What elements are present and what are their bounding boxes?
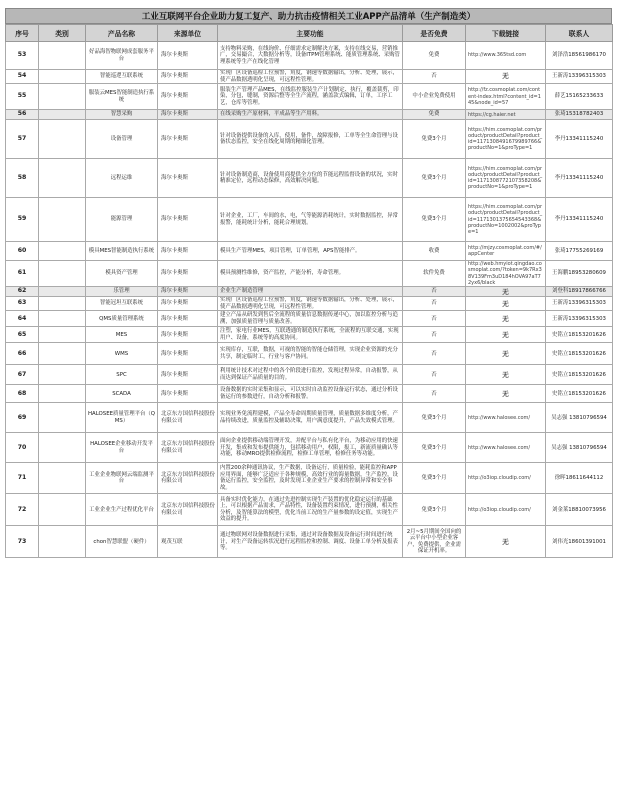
cell-no: 69 [6,403,39,433]
cell-source: 观茂互联 [158,526,218,558]
cell-source: 海尔卡奥斯 [158,159,218,198]
cell-product-name: 好品海智物联网成套服务平台 [86,42,158,70]
cell-no: 55 [6,84,39,110]
cell-source: 海尔卡奥斯 [158,297,218,311]
cell-function: 实现业务免流程建模，产品全寿命周期质量管理，质量数据多维度分析，产品持续改进，质量监控及辅助决策，用户满意度提升，产品失效模式管理。 [218,403,403,433]
cell-source: 海尔卡奥斯 [158,84,218,110]
cell-function: 注塑，家电行业MES，互联透通的制造执行系统，全流程的互联交通，实现用户、设备，系统等的高度协同。 [218,327,403,343]
cell-no: 68 [6,385,39,403]
table-row [6,327,613,343]
cell-free: 否 [403,311,466,327]
cell-category [39,311,86,327]
cell-free: 否 [403,70,466,84]
cell-free: 收费 [403,242,466,261]
cell-function: 利用统计技术对过程中的各个阶段进行监控，发现过程异常，自动报警，从而达到保证产品质量的目的。 [218,365,403,385]
cell-download-link[interactable]: http://www.halosee.com/ [466,403,546,433]
cell-category [39,403,86,433]
cell-no: 54 [6,70,39,84]
cell-function: 实现厂区设备巡检工位预警，角度，钢速等数据输出，分析、处理，展示，使产品数据透明化呈现，可远程性管理。 [218,297,403,311]
cell-function: 内置200余种通讯协议，生产数据，设备运行，质量检验，能耗监控和APP应用界面，能够广泛适应于各种规模，高效行业的海量数据，生产监控，设备运行监控，安全监控，及时发现工业企业生产要求的控制异常和安全事故。 [218,463,403,494]
table-row [6,463,613,494]
cell-free: 免费3个月 [403,403,466,433]
cell-contact: 刘泽浩18561986170 [546,42,613,70]
cell-category [39,327,86,343]
cell-free: 否 [403,365,466,385]
cell-free: 中小企业免费使用 [403,84,466,110]
cell-product-name: MES [86,327,158,343]
cell-download-link: 无 [466,311,546,327]
cell-download-link: 无 [466,287,546,297]
table-row [6,297,613,311]
cell-source: 北京东方国信科技股份有限公司 [158,403,218,433]
header-product-name: 产品名称 [86,25,158,42]
cell-no: 71 [6,463,39,494]
cell-source: 海尔卡奥斯 [158,365,218,385]
cell-product-name: 智能巡逻互联系统 [86,70,158,84]
cell-product-name: 工业企业生产过程优化平台 [86,494,158,526]
cell-source: 海尔卡奥斯 [158,120,218,159]
cell-source: 海尔卡奥斯 [158,42,218,70]
cell-source: 北京东方国信科技股份有限公司 [158,433,218,463]
cell-source: 海尔卡奥斯 [158,70,218,84]
cell-category [39,494,86,526]
cell-category [39,526,86,558]
cell-free: 软件免费 [403,261,466,287]
table-row [6,198,613,242]
cell-product-name: 设备管理 [86,120,158,159]
table-row [6,110,613,120]
cell-no: 60 [6,242,39,261]
cell-contact: 王新涛13396315303 [546,70,613,84]
table-row [6,494,613,526]
cell-function: 面向企业提供移动端管理开发，并配平台与私有化平台，为移动应用的快速开发，集成和发布提供能力，包括移动用户，权限，报工，新流质量确认等功能，移动MRO提供检修流程，检修工单管理，检修任务等功能。 [218,433,403,463]
cell-category [39,242,86,261]
cell-source: 海尔卡奥斯 [158,385,218,403]
cell-product-name: WMS [86,343,158,365]
table-row [6,261,613,287]
cell-download-link[interactable]: https://him.cosmoplat.com/product/productDetail?product_id=1171301375654543368&productNo=1002002&proType=1 [466,198,546,242]
cell-category [39,385,86,403]
cell-download-link[interactable]: http://www.halosee.com/ [466,433,546,463]
cell-download-link[interactable]: https://him.cosmoplat.com/product/productDetail?product_id=1171308772107358208&productNo=1&proType=1 [466,159,546,198]
cell-function: 具备实时优化能力，在通过先进控制实现生产装置的优化稳定运行的基础上，可以根据产品需求，产品特性，设备装置约束情况，进行预测，相关性分析，及智能算法的模型，优化当前工况的生产量参数的设定值，实现生产效益的提升。 [218,494,403,526]
cell-no: 58 [6,159,39,198]
cell-product-name: 智慧采购 [86,110,158,120]
cell-product-name: 工业企业物联网云端监测平台 [86,463,158,494]
table-row [6,526,613,558]
cell-function: 在线采购生产原材料，平成品等生产用料。 [218,110,403,120]
header-no: 序号 [6,25,39,42]
header-category: 类别 [39,25,86,42]
cell-free: 免费3个月 [403,463,466,494]
cell-contact: 史铭立18153201626 [546,365,613,385]
cell-download-link[interactable]: http://o3iop.cloudip.com/ [466,494,546,526]
cell-free: 免费3个月 [403,494,466,526]
header-source: 来源单位 [158,25,218,42]
cell-contact: 刘伟光18601391001 [546,526,613,558]
cell-contact: 王海鹏18953280609 [546,261,613,287]
cell-contact: 王新涛13396315303 [546,297,613,311]
cell-download-link: 无 [466,327,546,343]
cell-contact: 薛艺15165233633 [546,84,613,110]
cell-no: 66 [6,343,39,365]
table-header [6,25,613,42]
cell-function: 服装生产管理产品MES，在线监控服装生产计划制定、执行，覆盖裁剪，印染，分包，缝制，资源后整等全生产流程，涵盖款式编辑，订单，工序工艺，仓库等管理。 [218,84,403,110]
cell-no: 63 [6,297,39,311]
cell-contact: 史铭立18153201626 [546,343,613,365]
cell-category [39,343,86,365]
cell-product-name: HALOSEE企业移动开发平台 [86,433,158,463]
cell-no: 59 [6,198,39,242]
cell-category [39,463,86,494]
cell-function: 通过物联网对设备数据进行采集，通过对设备数据及设备运行时间进行统计，对生产设备运转状况进行远程监控和控制、调度、设备工单分析及报表等。 [218,526,403,558]
cell-contact: 吴志强 13810796594 [546,403,613,433]
cell-function: 支持物料采购，在线询价、仔细需求定制解决方案，支持在线交易，营销推广，交易撮合，大数据分析等，设备ITPM管理系统、能质管理系统、采购管理系统等生产在线化管理 [218,42,403,70]
cell-download-link[interactable]: http://www.365tsd.com [466,42,546,70]
cell-category [39,297,86,311]
cell-product-name: QMS质量管理系统 [86,311,158,327]
cell-free: 2月~5月期间全国向的云平台中小型企业客户，免费提供，企业需保证开机率。 [403,526,466,558]
table-row [6,84,613,110]
cell-download-link: 无 [466,343,546,365]
cell-source: 海尔卡奥斯 [158,242,218,261]
cell-source: 海尔卡奥斯 [158,110,218,120]
cell-function: 设备数据的实时采集和显示，可以实时自动监控设备运行状态，通过分析设备运行的参数进行，自动分析和报警。 [218,385,403,403]
cell-product-name: 远程运维 [86,159,158,198]
cell-free: 否 [403,327,466,343]
cell-source: 北京东方国信科技股份有限公司 [158,494,218,526]
cell-product-name: 服装云MES智能制造执行系统 [86,84,158,110]
cell-function: 建立产品从研发到售后全流程的质量信息数据传递中心，加以监控分析与追溯，加强质量管理与质量改善。 [218,311,403,327]
cell-no: 61 [6,261,39,287]
cell-function: 模具预测性维修，资产监控，产能分析，寿命管理。 [218,261,403,287]
cell-contact: 李丹13341115240 [546,198,613,242]
cell-download-link[interactable]: https://him.cosmoplat.com/product/productDetail?product_id=1171308491679989766&productNo=1&proType=1 [466,120,546,159]
cell-category [39,261,86,287]
cell-product-name: 模具MES智能制造执行系统 [86,242,158,261]
cell-contact: 李丹13341115240 [546,120,613,159]
cell-function: 针对设备制造商，设备使用商提供全方位的节能远程监督设备的状况，实时精准定位，远程动态保修，高效解决问题。 [218,159,403,198]
cell-product-name: 智能冠坦互联系统 [86,297,158,311]
table-row [6,70,613,84]
cell-category [39,365,86,385]
table-row [6,242,613,261]
cell-contact: 王新涛13396315303 [546,311,613,327]
cell-no: 64 [6,311,39,327]
table-row [6,433,613,463]
cell-category [39,433,86,463]
cell-category [39,120,86,159]
cell-contact: 张琦15318782403 [546,110,613,120]
cell-product-name: HALOSEE质量管理平台（QMS） [86,403,158,433]
cell-no: 65 [6,327,39,343]
cell-product-name: 能源管理 [86,198,158,242]
table-row [6,365,613,385]
cell-no: 67 [6,365,39,385]
cell-free: 免费3个月 [403,159,466,198]
table-row [6,403,613,433]
cell-contact: 刘登科18917866766 [546,287,613,297]
cell-category [39,287,86,297]
product-table [5,24,613,558]
cell-no: 73 [6,526,39,558]
cell-function: 实现厂区设备巡检工位预警，角度，钢速等数据输出，分析、处理，展示，使产品数据透明化呈现，可远程性管理。 [218,70,403,84]
cell-contact: 史铭立18153201626 [546,327,613,343]
cell-category [39,159,86,198]
cell-free: 免费3个月 [403,433,466,463]
header-function: 主要功能 [218,25,403,42]
cell-contact: 刘金莱18810073956 [546,494,613,526]
cell-free: 否 [403,297,466,311]
cell-product-name: chon智慧联盟（硬件） [86,526,158,558]
table-row [6,343,613,365]
cell-free: 免费 [403,42,466,70]
cell-no: 56 [6,110,39,120]
header-download: 下载链接 [466,25,546,42]
table-body [6,42,613,558]
cell-category [39,84,86,110]
cell-source: 海尔卡奥斯 [158,327,218,343]
table-row [6,385,613,403]
cell-contact: 吴志强 13810796594 [546,433,613,463]
cell-free: 免费3个月 [403,120,466,159]
cell-product-name: SPC [86,365,158,385]
cell-download-link[interactable]: http://fz.cosmoplat.com/content-index.html?content_id=145&node_id=57 [466,84,546,110]
cell-free: 免费3个月 [403,198,466,242]
cell-source: 海尔卡奥斯 [158,343,218,365]
cell-download-link: 无 [466,365,546,385]
table-row [6,42,613,70]
cell-product-name: 模具资产管理 [86,261,158,287]
cell-contact: 史铭立18153201626 [546,385,613,403]
cell-function: 企业生产制造管理 [218,287,403,297]
table-title: 工业互联网平台企业助力复工复产、助力抗击疫情相关工业APP产品清单（生产制造类） [5,8,612,24]
cell-no: 57 [6,120,39,159]
cell-download-link: 无 [466,526,546,558]
table-row [6,287,613,297]
cell-download-link: 无 [466,70,546,84]
cell-contact: 李丹13341115240 [546,159,613,198]
cell-category [39,110,86,120]
cell-category [39,42,86,70]
cell-no: 62 [6,287,39,297]
cell-free: 免费 [403,110,466,120]
cell-source: 海尔卡奥斯 [158,261,218,287]
cell-download-link: 无 [466,385,546,403]
cell-source: 北京东方国信科技股份有限公司 [158,463,218,494]
cell-source: 海尔卡奥斯 [158,198,218,242]
header-free: 是否免费 [403,25,466,42]
cell-download-link[interactable]: https://cg.haier.net [466,110,546,120]
cell-category [39,198,86,242]
table-row [6,120,613,159]
cell-category [39,70,86,84]
cell-no: 72 [6,494,39,526]
cell-download-link[interactable]: http://mjzy.cosmoplat.com/#/appCenter [466,242,546,261]
cell-download-link: 无 [466,297,546,311]
cell-function: 实现库存，互联，数据，可视的智能的智能仓储管理，实现企业资源的充分共享，制定临时工，行业与客户协同。 [218,343,403,365]
cell-no: 53 [6,42,39,70]
cell-function: 针对设备提供设备的入库，使用，备件，故障报修，工单等全生命管理与设备状态监控，安全在线化周期的精细化管理。 [218,120,403,159]
cell-free: 否 [403,343,466,365]
header-contact: 联系人 [546,25,613,42]
cell-free: 否 [403,385,466,403]
table-row [6,311,613,327]
cell-function: 模具生产管理MES，项目管理，订单管理，APS智能排产。 [218,242,403,261]
cell-product-name: 乐管理 [86,287,158,297]
cell-download-link[interactable]: http://o3iop.cloudip.com/ [466,463,546,494]
cell-function: 针对企业，工厂，车间的水，电，气等能源消耗统计，实时数据监控，异常报警，能耗统计分析，能耗合理规划。 [218,198,403,242]
cell-free: 否 [403,287,466,297]
cell-no: 70 [6,433,39,463]
cell-product-name: SCADA [86,385,158,403]
cell-source: 海尔卡奥斯 [158,287,218,297]
table-row [6,159,613,198]
cell-download-link[interactable]: http://web.hmyiot.qingdao.cosmoplat.com/?token=9k7Rx38V139Fm3uD184hOVA97aT72yx6/black [466,261,546,287]
cell-source: 海尔卡奥斯 [158,311,218,327]
cell-contact: 徐晖18611644112 [546,463,613,494]
cell-contact: 张琦17755269169 [546,242,613,261]
